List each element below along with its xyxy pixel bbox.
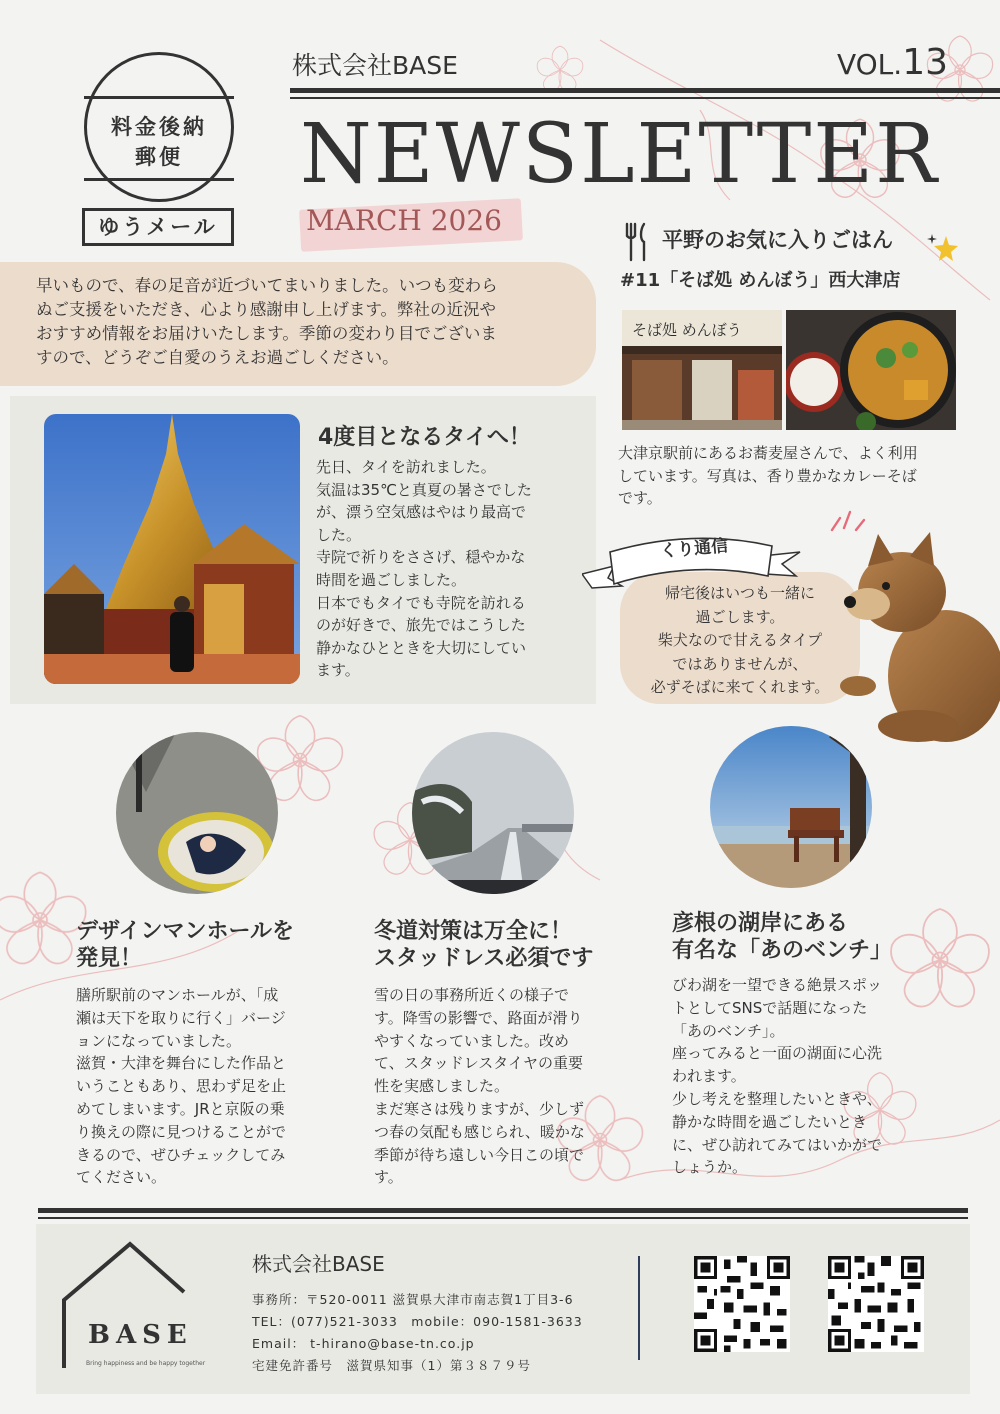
article-line: 性を実感しました。 bbox=[374, 1077, 510, 1096]
issue-month: MARCH 2026 bbox=[306, 204, 502, 237]
article-title-bench bbox=[672, 910, 892, 964]
footer-tel: TEL：(077)521-3033 mobile：090-1581-3633 bbox=[252, 1314, 583, 1329]
restaurant-line: しています。写真は、香り豊かなカレーそば bbox=[618, 466, 917, 485]
article-line: ョンになっていました。 bbox=[76, 1031, 242, 1050]
article-title-line: 彦根の湖岸にある bbox=[672, 911, 849, 936]
restaurant-line: 大津京駅前にあるお蕎麦屋さんで、よく利用 bbox=[618, 444, 918, 462]
article-title-line: 有名な「あのベンチ」 bbox=[672, 938, 893, 963]
kuri-line: 過ごします。 bbox=[695, 607, 785, 626]
volume-value: 13 bbox=[902, 42, 948, 83]
thailand-line: 気温は35℃と真夏の暑さでした bbox=[316, 480, 532, 499]
thailand-line: 静かなひとときを大切にしてい bbox=[316, 638, 527, 657]
footer-address: 事務所：〒520-0011 滋賀県大津市南志賀1丁目3-6 bbox=[252, 1292, 574, 1307]
article-line: 雪の日の事務所近くの様子で bbox=[374, 986, 570, 1004]
thailand-line: のが好きで、旅先ではこうした bbox=[316, 616, 526, 635]
kuri-body bbox=[620, 582, 860, 700]
restaurant-subtitle: #11「そば処 めんぼう」西大津店 bbox=[620, 270, 901, 291]
article-line: めてしまいます。JRと京阪の乗 bbox=[76, 1099, 285, 1118]
shiba-dog-photo bbox=[838, 526, 1000, 748]
article-title-line: スタッドレス必須です bbox=[374, 946, 594, 971]
footer-email: Email： t-hirano@base-tn.co.jp bbox=[252, 1336, 475, 1351]
footer-rule-thick bbox=[38, 1208, 968, 1213]
thailand-line: 時間を過ごしました。 bbox=[316, 570, 467, 589]
postal-line2: 郵便 bbox=[135, 145, 183, 169]
kuri-line: 柴犬なので甘えるタイプ bbox=[657, 631, 823, 649]
article-line: てください。 bbox=[76, 1168, 167, 1187]
header-rule-thick bbox=[290, 88, 1000, 93]
thailand-line: 寺院で祈りをささげ、穏やかな bbox=[316, 548, 526, 567]
greeting-line: すので、どうぞご自愛のうえお過ごしください。 bbox=[36, 348, 399, 367]
article-line: つ春の気配も感じられ、暖かな bbox=[374, 1122, 585, 1141]
header-company: 株式会社BASE bbox=[292, 51, 458, 80]
postal-mark-line-top bbox=[84, 96, 234, 99]
article-line: 滋賀・大津を舞台にした作品と bbox=[76, 1054, 287, 1073]
snowy-road-photo bbox=[412, 732, 574, 894]
thailand-body bbox=[316, 456, 566, 682]
article-line: トとしてSNSで話題になった bbox=[672, 998, 868, 1017]
article-line: 静かな時間を過ごしたいとき bbox=[672, 1112, 868, 1131]
article-line: 少し考えを整理したいときや、 bbox=[672, 1089, 882, 1108]
kuri-label: くり通信 bbox=[659, 536, 729, 562]
article-line: に、ぜひ訪れてみてはいかがで bbox=[672, 1135, 883, 1154]
article-line: 膳所駅前のマンホールが、「成 bbox=[76, 986, 279, 1004]
article-line: いうこともあり、思わず足を止 bbox=[76, 1077, 287, 1096]
article-line: われます。 bbox=[672, 1067, 746, 1086]
article-body-manhole bbox=[76, 984, 326, 1189]
footer-license: 宅建免許番号 滋賀県知事（1）第３８７９号 bbox=[252, 1358, 531, 1373]
article-title-line: デザインマンホールを bbox=[76, 919, 295, 944]
article-title-winter bbox=[374, 918, 593, 972]
footer-company: 株式会社BASE bbox=[252, 1252, 385, 1276]
header-rule-thin bbox=[290, 97, 1000, 99]
greeting-line: ぬご支援をいただき、心より感謝申し上げます。弊社の近況や bbox=[36, 300, 497, 319]
article-line: 瀬は天下を取りに行く」バージ bbox=[76, 1008, 286, 1027]
article-line: びわ湖を一望できる絶景スポッ bbox=[672, 976, 883, 994]
restaurant-line: です。 bbox=[618, 489, 662, 508]
volume-prefix: VOL. bbox=[836, 48, 903, 81]
article-line: り換えの際に見つけることがで bbox=[76, 1122, 287, 1141]
article-line: 季節が待ち遠しい今日この頃で bbox=[374, 1145, 585, 1164]
article-line: まだ寒さは残りますが、少しず bbox=[374, 1099, 585, 1118]
postal-mark-text bbox=[84, 112, 234, 172]
article-line: 座ってみると一面の湖面に心洗 bbox=[672, 1044, 883, 1063]
article-body-bench bbox=[672, 974, 922, 1179]
restaurant-title: 平野のお気に入りごはん bbox=[662, 228, 893, 252]
greeting-line: 早いもので、春の足音が近づいてまいりました。いつも変わら bbox=[36, 276, 498, 295]
shop-sign-text: そば処 めんぼう bbox=[632, 321, 742, 339]
base-logo-word: BASE bbox=[88, 1320, 193, 1350]
base-logo-tagline: Bring happiness and be happy together bbox=[86, 1360, 206, 1367]
article-line: て、スタッドレスタイヤの重要 bbox=[374, 1054, 583, 1073]
fork-knife-icon bbox=[622, 222, 650, 262]
newsletter-title: NEWSLETTER bbox=[300, 107, 939, 202]
kuri-line: 必ずそばに来てくれます。 bbox=[650, 678, 830, 696]
sparkle-star-icon bbox=[924, 230, 960, 264]
restaurant-storefront-photo bbox=[622, 310, 782, 430]
article-line: す。 bbox=[374, 1168, 403, 1187]
manhole-photo bbox=[116, 732, 278, 894]
article-line: す。降雪の影響で、路面が滑り bbox=[374, 1008, 583, 1027]
qr-code-2[interactable] bbox=[828, 1256, 924, 1352]
thailand-line: ます。 bbox=[316, 661, 360, 680]
article-line: しょうか。 bbox=[672, 1158, 748, 1177]
article-line: きるので、ぜひチェックしてみ bbox=[76, 1145, 286, 1164]
greeting-line: おすすめ情報をお届けいたします。季節の変わり目でございま bbox=[36, 324, 497, 343]
article-title-manhole bbox=[76, 918, 294, 972]
restaurant-body bbox=[618, 442, 968, 510]
lakeside-bench-photo bbox=[710, 726, 872, 888]
thailand-line: が、漂う空気感はやはり最高で bbox=[316, 503, 527, 522]
kuri-line: 帰宅後はいつも一緒に bbox=[664, 584, 815, 602]
kuri-line: ではありませんが、 bbox=[672, 654, 808, 673]
thailand-title: 4度目となるタイへ！ bbox=[318, 425, 531, 450]
postal-line1: 料金後納 bbox=[111, 115, 207, 139]
base-house-logo bbox=[60, 1238, 186, 1374]
volume-number bbox=[837, 42, 948, 83]
article-body-winter bbox=[374, 984, 624, 1189]
article-title-line: 冬道対策は万全に！ bbox=[374, 919, 573, 944]
footer-rule-thin bbox=[38, 1217, 968, 1219]
thailand-line: した。 bbox=[316, 525, 362, 544]
thailand-temple-photo bbox=[44, 414, 300, 684]
postal-mark-line-bottom bbox=[84, 178, 234, 181]
yu-mail-label: ゆうメール bbox=[82, 208, 234, 246]
curry-soba-photo bbox=[786, 310, 956, 430]
article-line: 「あのベンチ」。 bbox=[672, 1021, 785, 1040]
qr-code-1[interactable] bbox=[694, 1256, 790, 1352]
footer-divider bbox=[638, 1256, 640, 1360]
article-line: やすくなっていました。改め bbox=[374, 1031, 570, 1050]
greeting-box bbox=[0, 262, 596, 386]
thailand-line: 先日、タイを訪れました。 bbox=[316, 458, 496, 476]
article-title-line: 発見！ bbox=[76, 946, 143, 971]
thailand-line: 日本でもタイでも寺院を訪れる bbox=[316, 593, 526, 612]
